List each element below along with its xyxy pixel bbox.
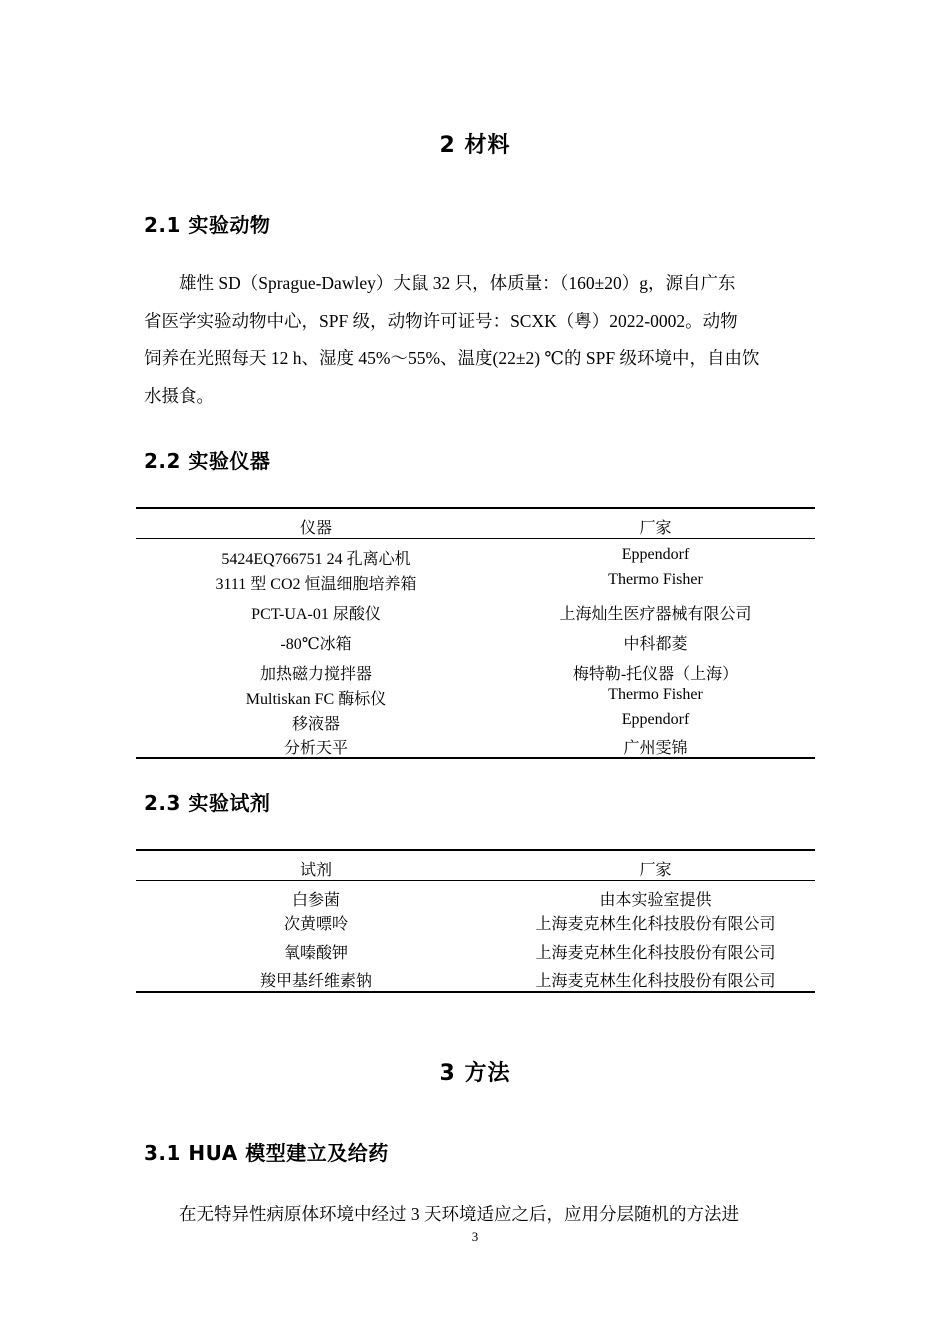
table-header-rule: [136, 880, 815, 881]
section-3-1-paragraph: [144, 1196, 806, 1234]
paragraph-line: 在无特异性病原体环境中经过 3 天环境适应之后，应用分层随机的方法进: [179, 1204, 739, 1224]
paragraph-line: 雄性 SD（Sprague-Dawley）大鼠 32 只，体质量：（160±20）g，源自广东: [179, 273, 736, 293]
table-top-rule: [136, 507, 815, 509]
table-cell: Multiskan FC 酶标仪: [245, 691, 387, 708]
table-cell: 广州雯锦: [623, 740, 688, 757]
table-header-vendor: 厂家: [639, 862, 672, 879]
table-bottom-rule: [136, 757, 815, 759]
table-cell: 加热磁力搅拌器: [259, 666, 372, 683]
table-cell: 5424EQ766751 24 孔离心机: [221, 551, 411, 568]
paragraph-line: 水摄食。: [144, 385, 214, 406]
table-cell: 上海麦克林生化科技股份有限公司: [535, 973, 776, 990]
table-header-instrument: 仪器: [299, 520, 332, 537]
table-header-vendor: 厂家: [639, 520, 672, 537]
table-cell: 3111 型 CO2 恒温细胞培养箱: [215, 576, 417, 593]
table-cell: 移液器: [291, 716, 340, 733]
table-cell: 上海麦克林生化科技股份有限公司: [535, 945, 776, 962]
chapter-2-title: 2 材料: [439, 133, 511, 158]
table-cell: 分析天平: [283, 740, 348, 757]
section-2-1-title: 2.1 实验动物: [144, 213, 271, 237]
paragraph-line: 省医学实验动物中心，SPF 级，动物许可证号：SCXK（粤）2022-0002。动物: [144, 310, 738, 331]
table-cell: 羧甲基纤维素钠: [259, 973, 372, 990]
table-cell: 由本实验室提供: [599, 892, 712, 909]
table-cell: PCT-UA-01 尿酸仪: [251, 606, 381, 623]
table-cell: Thermo Fisher: [608, 571, 703, 588]
section-3-1-title: 3.1 HUA 模型建立及给药: [144, 1141, 389, 1165]
table-cell: 中科都菱: [623, 636, 688, 653]
chapter-3-title: 3 方法: [439, 1061, 511, 1086]
table-cell: 上海灿生医疗器械有限公司: [559, 606, 752, 623]
table-cell: -80℃冰箱: [280, 636, 352, 653]
table-header-rule: [136, 538, 815, 539]
table-cell: Thermo Fisher: [608, 686, 703, 703]
table-cell: Eppendorf: [621, 546, 690, 563]
section-2-3-title: 2.3 实验试剂: [144, 791, 271, 815]
section-2-1-paragraph: [144, 265, 806, 415]
paragraph-line: 饲养在光照每天 12 h、湿度 45%～55%、温度(22±2) ℃的 SPF 级环境中，自由饮: [144, 348, 760, 368]
table-cell: 梅特勒-托仪器（上海）: [572, 666, 739, 683]
page-number: 3: [471, 1229, 479, 1244]
table-cell: 次黄嘌呤: [283, 916, 348, 933]
table-cell: Eppendorf: [621, 711, 690, 728]
table-cell: 上海麦克林生化科技股份有限公司: [535, 916, 776, 933]
table-header-reagent: 试剂: [299, 862, 332, 879]
table-cell: 白参菌: [291, 892, 340, 909]
table-bottom-rule: [136, 991, 815, 993]
table-top-rule: [136, 849, 815, 851]
table-cell: 氧嗪酸钾: [283, 945, 348, 962]
section-2-2-title: 2.2 实验仪器: [144, 449, 271, 473]
